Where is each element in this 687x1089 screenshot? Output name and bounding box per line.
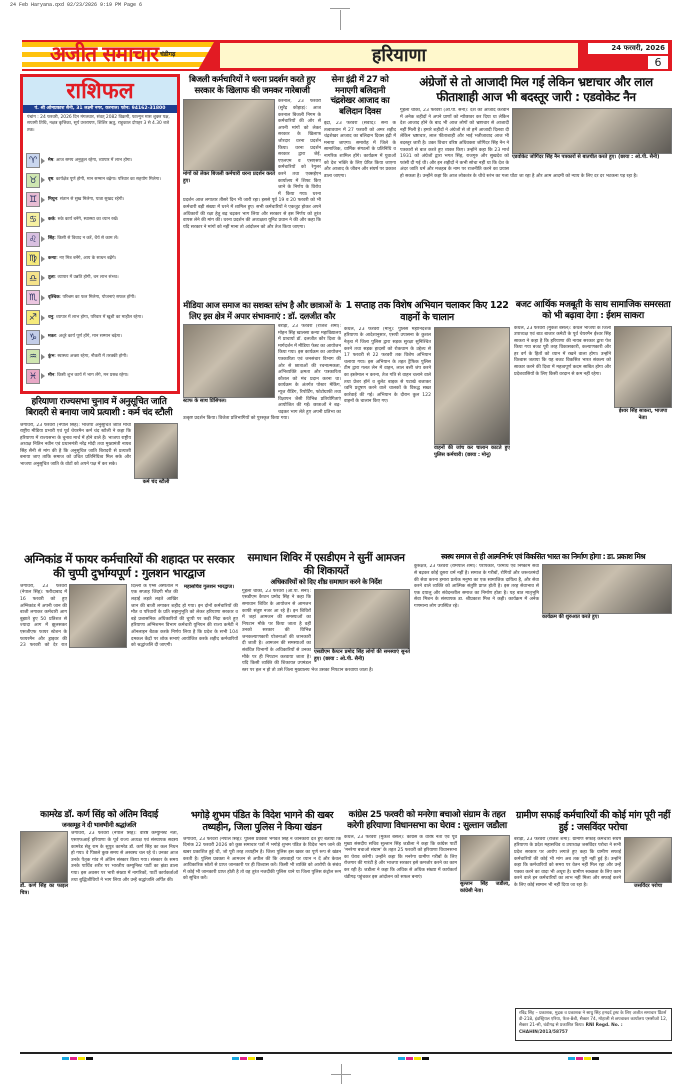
staff-photo bbox=[183, 324, 275, 398]
zodiac-icon: ♈ bbox=[26, 153, 40, 168]
camp-photo bbox=[314, 589, 410, 649]
caption-text: एडवोकेट जोगिंदर सिंह नैन पत्रकारों से बातचीत करते हुए। bbox=[512, 154, 617, 160]
masthead bbox=[22, 40, 672, 71]
zodiac-text: तुला: व्यापार में उन्नति होगी, धन लाभ संभव। bbox=[48, 275, 119, 281]
photo-block bbox=[460, 835, 510, 897]
zodiac-item bbox=[23, 229, 177, 249]
color-registration-bar bbox=[398, 1057, 429, 1060]
arrow-icon bbox=[41, 197, 45, 203]
headline: भगोड़े शुभम पंडित के विदेश भागने की खबर तथ्यहीन, जिला पुलिस ने किया खंडन bbox=[190, 810, 334, 833]
article-congress bbox=[344, 810, 510, 1000]
zodiac-text: मेष: आज समय अनुकूल रहेगा, व्यापार में लाभ होगा। bbox=[48, 157, 133, 163]
headline: अंग्रेजों से तो आजादी मिल गई लेकिन भ्रष्टाचार और लाल फीताशाही आज भी बदस्तूर जारी : एडवोकेट नैन bbox=[419, 75, 653, 104]
subheadline: अधिकारियों को दिए शीघ्र समाधान करने के निर्देश bbox=[270, 578, 382, 587]
zodiac-text: कर्क: रुके कार्य बनेंगे, स्वास्थ्य का ध्यान रखें। bbox=[48, 216, 119, 222]
body-text: कैथल, 23 फरवरी (मुकेश बंसल): कैथल भाजपा के जिला उपाध्यक्ष एवं बाउ बाजार कमेटी के पूर्व चेयरमैन ईश्वर सिंह साकरा ने कहा है कि हरियाणा की नायब सरकार द्वारा पेश किया गया बजट पूरी तरह विकासकारी, कल्याणकारी और हर वर्ग के हितों को ध्यान में रखने वाला होगा। उन्होंने विश्वास जताया कि यह बजट विकसित भारत संकल्प को साकार करने की दिशा में महत्वपूर्ण कदम साबित होगा और प्रदेशवासियों के लिए किसी वरदान से कम नहीं रहेगा। bbox=[514, 325, 611, 377]
zodiac-prediction: अधूरे कार्य पूर्ण होंगे, मान सम्मान बढ़ेगा। bbox=[58, 334, 122, 340]
zodiac-icon: ♎ bbox=[26, 271, 40, 286]
zodiac-item bbox=[23, 308, 177, 328]
crop-mark bbox=[330, 8, 350, 9]
zodiac-text: वृश्चिक: परिश्रम का फल मिलेगा, योजनाएं सफल होंगी। bbox=[48, 294, 136, 300]
arrow-icon bbox=[41, 236, 45, 242]
headline: मीडिया आज समाज का सशक्त स्तंभ है और छात्राओं के लिए इस क्षेत्र में अपार संभावनाएं : डॉ. दलजीत कौर bbox=[183, 300, 341, 321]
zodiac-prediction: स्वास्थ्य अच्छा रहेगा, नौकरी में तरक्की होगी। bbox=[57, 353, 128, 359]
zodiac-item bbox=[23, 327, 177, 347]
zodiac-icon: ♋ bbox=[26, 212, 40, 227]
zodiac-text: मीन: किसी शुभ कार्य में भाग लेंगे, मन प्रसन्न रहेगा। bbox=[48, 373, 129, 379]
zodiac-name: वृश्चिक bbox=[48, 294, 60, 300]
zodiac-icon: ♏ bbox=[26, 290, 40, 305]
edition-city: चंडीगढ़ bbox=[160, 51, 176, 58]
rashifal-box bbox=[20, 74, 180, 394]
arrow-icon bbox=[41, 275, 45, 281]
body-text: गुहला चीका, 23 फरवरी (ओ.पी. सैनी): एसडीएम कैप्टन प्रमोद सिंह ने कहा कि समाधान शिविर के आयोजन से आमजन काफी संतुष्ट नजर आ रहे हैं। इन शिविरों में जहां आमजन की समस्याओं का निपटान मौके पर किया जाता है वहीं उनको सरकार की विभिन्न जनकल्याणकारी योजनाओं की जानकारी दी जाती है। आमजन की समस्याओं का संबंधित विभागों के अधिकारियों से उनका मौके पर ही निपटान करवाया जाता है। यदि किसी व्यक्ति की शिकायत उपमंडल स्तर पर हल न हो तो उसे जिला मुख्यालय भेज उसका निपटान करवाया जाता है। bbox=[242, 588, 374, 673]
imprint-text: रविंद्र सिंह – प्रकाशक, मुद्रक व प्रकाशक ने साधु सिंह हमदर्द ट्रस्ट के लिए अजीत समाचार प्रिंटर्स डी-218, इंडस्ट्रियल एरिया, फेज-8बी, सैक्टर 74, मोहाली से छपवाकर कार्यालय एससीओ 12, सैक्टर 21-सी, चंडीगढ़ से प्रकाशित किया। bbox=[519, 1011, 668, 1029]
photo-block bbox=[134, 423, 178, 489]
body-text: बराड़ा, 23 फरवरी (राजेश शर्मा): ग्रामीण सफाई कर्मचारी संघर्ष हरियाणा के प्रदेश महासचिव व उपाध्यक्ष जसविंदर परोचा ने सभी प्रदेश सरकार पर आरोप लगाते हुए कहा कि ग्रामीण सफाई कर्मचारियों की कोई भी मांग अब तक पूरी नहीं हुई है। उन्होंने कहा कि कर्मचारियों को समय पर वेतन नहीं मिल रहा और उन्हें पक्का करने का वादा भी अधूरा है। ग्रामीण स्वच्छता के लिए काम करने वाले इन कर्मचारियों का लाभ नहीं मिला और सफाई करने के लिए कोई सामान भी नहीं दिया जा रहा है। bbox=[514, 836, 621, 888]
zodiac-item bbox=[23, 249, 177, 269]
article-saptah bbox=[344, 300, 510, 547]
article-budget bbox=[514, 300, 672, 547]
photo-credit: (छाया : ओ.पी. सैनी) bbox=[618, 154, 660, 160]
photo-caption: कार्यक्रम की शुरुआत करते हुए। bbox=[542, 614, 600, 621]
photo-block bbox=[512, 108, 672, 170]
zodiac-text: कुंभ: स्वास्थ्य अच्छा रहेगा, नौकरी में तरक्की होगी। bbox=[48, 353, 128, 359]
zodiac-icon: ♒ bbox=[26, 349, 40, 364]
article-angrej bbox=[400, 75, 672, 297]
zodiac-icon: ♑ bbox=[26, 330, 40, 345]
imprint-box bbox=[515, 1008, 672, 1041]
zodiac-item bbox=[23, 347, 177, 367]
photo-caption: जसविंदर परोचा bbox=[633, 882, 663, 889]
zodiac-name: सिंह bbox=[48, 236, 55, 242]
photo-block bbox=[20, 831, 68, 899]
zodiac-text: मकर: अधूरे कार्य पूर्ण होंगे, मान सम्मान बढ़ेगा। bbox=[48, 334, 122, 340]
article-body: जगाधरी, 23 फरवरी (नेपाल सिंह): पुलिस प्रवक्ता भगवंत सिंह ने जानकारी देते हुए बताया कि दिनांक 22 फरवरी 2026 को कुछ समाचार पत्रों में भगोड़े शुभम पंडित के विदेश भाग जाने की खबर प्रकाशित हुई थी, जो पूरी तरह तथ्यहीन है। जिला पुलिस इस खबर का पूर्ण रूप से खंडन करती है। पुलिस प्रवक्ता ने आमजन से अपील की कि अफवाहों पर ध्यान न दें और केवल आधिकारिक स्रोतों से प्राप्त जानकारी पर ही विश्वास करें। किसी भी व्यक्ति को आरोपी के संबंध में कोई भी जानकारी प्राप्त होती है तो वह तुरंत नजदीकी पुलिस थाने या जिला पुलिस कंट्रोल रूम को सूचित करें। bbox=[183, 836, 341, 882]
zodiac-prediction: आज समय अनुकूल रहेगा, व्यापार में लाभ होगा। bbox=[56, 157, 133, 163]
body-text: बराड़ा, 23 फरवरी (राजेश शर्मा): मोहन सिंह खालसा कन्या महाविद्यालय में प्राचार्या डॉ. दलजीत कौर दिशा के मार्गदर्शन में मीडिया फेस्ट का आयोजन किया गया। इस कार्यक्रम का आयोजन पत्रकारिता एवं जनसंचार विभाग की ओर से छात्राओं की रचनात्मकता, अभिव्यक्ति क्षमता और पत्रकारिता कौशल को मंच प्रदान करना था। कार्यक्रम के अंतर्गत पोस्टर मेकिंग, न्यूज रीडिंग, रिपोर्टिंग, फोटोग्राफी तथा विज्ञापन जैसी विभिन्न प्रतियोगिताएं आयोजित की गईं। छात्राओं ने बढ़-चढ़कर भाग लेते हुए अपनी प्रतिभा का उत्कृष्ट प्रदर्शन किया। विजेता प्रतिभागियों को पुरस्कृत किया गया। bbox=[183, 324, 341, 422]
protest-photo bbox=[183, 99, 275, 171]
article-samadhan bbox=[242, 552, 410, 774]
photo-caption bbox=[512, 154, 672, 161]
zodiac-icon: ♊ bbox=[26, 192, 40, 207]
portrait-photo bbox=[134, 423, 178, 479]
arrow-icon bbox=[41, 217, 45, 223]
article-body bbox=[400, 108, 672, 288]
zodiac-item bbox=[23, 171, 177, 191]
headline: स्वस्थ समाज से ही आत्मनिर्भर एवं विकसित भारत का निर्माण होगा : डा. प्रकाश मिश्र bbox=[440, 552, 646, 561]
headline: अग्निकांड में फायर कर्मचारियों की शहादत पर सरकार की चुप्पी दुर्भाग्यपूर्ण : गुलशन भारद्वाज bbox=[24, 552, 234, 581]
photo-caption: सुल्तान सिंह जडौला, कांग्रेसी नेता। bbox=[460, 880, 510, 894]
police-check-photo bbox=[434, 327, 510, 445]
subheadline: जनसमूह ने दी भावभीनी श्रद्धांजलि bbox=[61, 821, 137, 830]
photo-block bbox=[614, 326, 672, 426]
zodiac-prediction: रुके कार्य बनेंगे, स्वास्थ्य का ध्यान रखें। bbox=[57, 216, 119, 222]
photo-block bbox=[624, 837, 672, 897]
photo-caption: डॉ. कर्ण सिंह का फाइल चित्र। bbox=[20, 883, 68, 897]
zodiac-name: कुंभ bbox=[48, 353, 55, 359]
body-text: जगाधरी, 23 फरवरी (नेपाल सिंह): भाजपा अनुसूचित जाति मोर्चा राष्ट्रीय मीडिया प्रभारी एवं पूर्व चेयरमैन कर्म चंद स्टौली ने कहा कि हरियाणा में राज्यसभा के चुनाव मार्च में होने वाले हैं। भाजपा राष्ट्रीय अध्यक्ष नितिन नवीन एवं प्रधानमंत्री नरेंद्र मोदी तथा मुख्यमंत्री नायब सिंह सैनी से मांग की है कि अनुसूचित जाति बिरादरी से प्रत्याशी बनाया जाए ताकि समाज को उचित प्रतिनिधित्व मिल सके और भाजपा अनुसूचित जाति के वोटों को अपने पक्ष में कर सके। bbox=[20, 422, 131, 468]
headline: बजट आर्थिक मजबूती के साथ सामाजिक समरसता को भी बढ़ावा देगा : ईशम साकरा bbox=[515, 300, 671, 322]
photo-caption: कर्म चंद स्टौली bbox=[142, 478, 170, 485]
zodiac-prediction: किसी से विवाद न करें, धैर्य से काम लें। bbox=[57, 236, 119, 242]
zodiac-icon: ♉ bbox=[26, 173, 40, 188]
article-body bbox=[183, 324, 341, 539]
zodiac-icon: ♍ bbox=[26, 251, 40, 266]
body-text: कुरुक्षेत्र, 23 फरवरी (रामपाल शर्मा): परोपकार, परमार्थ एवं निष्काम सेवा से बढ़कर कोई दूसरा धर्म नहीं है। समाज के गरीबों, रोगियों और जरूरतमंदों की सेवा करना हमारा प्रत्येक मनुष्य का एक सामाजिक दायित्व है, और सेवा करने वाले व्यक्ति को आत्मिक संतुष्टि प्राप्त होती है। इस तरह सेवाभाव से एक दयालु और संवेदनशील समाज का निर्माण होता है। यह बात मातृभूमि सेवा मिशन के संस्थापक डा. श्रीप्रकाश मिश्र ने कही। कार्यक्रम में अनेक गणमान्य लोग उपस्थित रहे। bbox=[414, 564, 539, 610]
zodiac-icon: ♌ bbox=[26, 232, 40, 247]
zodiac-name: वृष bbox=[48, 177, 53, 183]
headline: सेना इंद्री में 27 को मनाएगी बलिदानी चंद्रशेखर आजाद का बलिदान दिवस bbox=[330, 75, 390, 118]
article-agnikand bbox=[20, 552, 238, 774]
body-text: कैथल, 23 फरवरी (मोनू): पुलिस महानिदेशक हरियाणा के आदेशानुसार, एसपी उपासना के कुशल नेतृत्व में जिला पुलिस द्वारा सड़क सुरक्षा सुनिश्चित करने तथा सड़क हादसों को रोकथाम के उद्देश्य से 17 फरवरी से 22 फरवरी तक विशेष अभियान चलाया गया। इस अभियान के तहत ट्रैफिक पुलिस टीम द्वारा गलत लेन में वाहन, लाल बत्ती जंप करने का इस्तेमाल न करना, तेज गति से वाहन चलाने वाले तथा प्रेशर हॉर्न व बुलेट बाइक से पटाखे बजाकर ध्वनि प्रदूषण करने वाले चालकों के विरुद्ध सख्त कार्रवाई की गई। अभियान के दौरान कुल 122 वाहनों के चालान किए गए। bbox=[344, 326, 431, 405]
zodiac-name: मिथुन bbox=[48, 196, 58, 202]
zodiac-list bbox=[23, 151, 177, 386]
section-title: हरियाणा bbox=[220, 43, 578, 68]
rashifal-title: राशिफल bbox=[23, 77, 177, 105]
body-text: जगाधरी, 23 फरवरी (नेपाल सिंह): फरीदाबाद में 16 फरवरी को हुए अग्निकांड में अपनी जान की बाजी लगाकर कर्मचारी आग बुझाते हुए 50 प्रतिशत से ज्यादा आग में झुलसकर एसजीएफ फायर स्टेशन के फायरमैन और ड्राइवर की 23 फरवरी को देर रात दिल्ली के एम्स अस्पताल में एक सप्ताह जिंदगी मौत की लड़ाई लड़ते लड़ते आखिर जान की बाजी लगाकर शहीद हो गया। इन दोनों कर्मचारियों की मौत व परिवारों के प्रति सहानुभूति को लेकर हरियाणा सरकार व बड़े प्रशासनिक अधिकारियों की चुप्पी पर कड़ी निंदा करते हुए हरियाणा अग्निशमन विभाग कर्मचारी यूनियन की राज्य कमेटी ने ऑनलाइन बैठक करके निर्णय लिया है कि प्रदेश के सभी 104 दमकल केंद्रों पर शोक सभाएं आयोजित करके शहीद कर्मचारियों को श्रद्धांजलि दी जाएगी। bbox=[20, 583, 238, 649]
zodiac-text: कन्या: नए मित्र बनेंगे, आय के साधन बढ़ेंगे। bbox=[48, 255, 117, 261]
color-registration-bar bbox=[232, 1057, 263, 1060]
headline: हरियाणा राज्यसभा चुनाव में अनुसूचित जाति बिरादरी से बनाया जाये प्रत्याशी : कर्म चंद स्टौली bbox=[25, 397, 173, 419]
article-body bbox=[514, 837, 672, 987]
zodiac-name: मेष bbox=[48, 157, 54, 163]
zodiac-item bbox=[23, 210, 177, 230]
photo-block bbox=[542, 564, 672, 626]
arrow-icon bbox=[41, 334, 45, 340]
article-body bbox=[344, 327, 510, 542]
arrow-icon bbox=[41, 373, 45, 379]
photo-caption: स्टाफ के साथ प्रिंसिपल। bbox=[183, 398, 227, 404]
article-bijli bbox=[183, 75, 321, 297]
article-body bbox=[414, 564, 672, 764]
article-body bbox=[20, 831, 178, 991]
zodiac-prediction: किसी शुभ कार्य में भाग लेंगे, मन प्रसन्न रहेगा। bbox=[57, 373, 129, 379]
article-gramin bbox=[514, 810, 672, 1005]
zodiac-item bbox=[23, 288, 177, 308]
article-media bbox=[183, 300, 341, 547]
photo-caption: एसडीएम कैप्टन प्रमोद सिंह लोगों की समस्याएं सुनते हुए। (छाया : ओ.पी. सैनी) bbox=[314, 648, 410, 662]
photo-caption: वाहनों की जांच कर चालान काटते हुए पुलिस कर्मचारी। (छाया : मोनू) bbox=[434, 444, 510, 458]
press-meet-photo bbox=[512, 108, 672, 154]
arrow-icon bbox=[41, 256, 45, 262]
arrow-icon bbox=[41, 295, 45, 301]
portrait-photo bbox=[20, 831, 68, 883]
color-registration-bar bbox=[62, 1057, 93, 1060]
arrow-icon bbox=[41, 177, 45, 183]
article-body bbox=[344, 835, 510, 985]
zodiac-name: मीन bbox=[48, 373, 55, 379]
zodiac-text: मिथुन: संतान से सुख मिलेगा, यात्रा सुखद रहेगी। bbox=[48, 196, 125, 202]
zodiac-item bbox=[23, 151, 177, 171]
page-number: 6 bbox=[648, 56, 668, 69]
print-slug: 24 Feb Haryana.qxd 02/23/2026 9:19 PM Page 6 bbox=[10, 2, 143, 8]
zodiac-prediction: नए मित्र बनेंगे, आय के साधन बढ़ेंगे। bbox=[59, 255, 117, 261]
body-text: कैथल, 23 फरवरी (मुकेश बंसल): कांग्रेस के वरिष्ठ नेता एवं पूर्व मुख्य संसदीय सचिव सुल्तान सिंह जडौला ने कहा कि कांग्रेस पार्टी 'मनरेगा बचाओ संग्राम' के तहत 25 फरवरी को हरियाणा विधानसभा का घेराव करेगी। उन्होंने कहा कि मनरेगा ग्रामीण गरीबों के लिए रोजगार की गारंटी है और भाजपा सरकार इसे कमजोर करने का काम कर रही है। जडौला ने कहा कि अधिक से अधिक संख्या में कार्यकर्ता चंडीगढ़ पहुंचकर इस आंदोलन को सफल बनाएं। bbox=[344, 834, 457, 880]
zodiac-text: धनु: व्यापार में लाभ होगा, परिवार में खुशी का माहौल रहेगा। bbox=[48, 314, 143, 320]
newspaper-logo: अजीत समाचार bbox=[50, 41, 158, 66]
rni-number: RNI Regd. No. : CHAHIN/2013/58757 bbox=[519, 1023, 623, 1035]
crop-mark bbox=[341, 1064, 342, 1084]
issue-date: 24 फरवरी, 2026 bbox=[588, 43, 668, 54]
zodiac-name: कन्या bbox=[48, 255, 57, 261]
zodiac-name: कर्क bbox=[48, 216, 55, 222]
headline: ग्रामीण सफाई कर्मचारियों की कोई मांग पूरी नहीं हुई : जसविंदर परोचा bbox=[515, 810, 671, 833]
photo-caption: ईश्वर सिंह साकरा, भाजपा नेता। bbox=[618, 407, 668, 421]
zodiac-name: तुला bbox=[48, 275, 55, 281]
headline: समाधान शिविर में एसडीएम ने सुनीं आमजन की शिकायतें bbox=[247, 552, 405, 578]
zodiac-name: मकर bbox=[48, 334, 56, 340]
article-karn bbox=[20, 810, 178, 1000]
rashifal-astrologer: पं. श्री ओमप्रकाश सैनी, 31 लक्ष्मी नगर, करनाल। फोन: 94162-31800 bbox=[23, 105, 177, 113]
headline: बिजली कर्मचारियों ने धरना प्रदर्शन करते हुए सरकार के खिलाफ की जमकर नारेबाजी bbox=[188, 75, 316, 96]
zodiac-text: वृष: कार्यक्षेत्र पूर्ण होगी, मान सम्मान बढ़ेगा। परिवार का सहयोग मिलेगा। bbox=[48, 177, 161, 183]
headline: 1 सप्ताह तक विशेष अभियान चलाकर किए 122 वाहनों के चालान bbox=[345, 300, 509, 323]
photo-block bbox=[183, 99, 275, 195]
article-sena bbox=[324, 75, 396, 297]
photo-block bbox=[183, 324, 275, 410]
photo-block bbox=[434, 327, 510, 465]
event-photo bbox=[542, 564, 672, 614]
article-bhagode bbox=[183, 810, 341, 1000]
arrow-icon bbox=[41, 315, 45, 321]
article-rajyasabha bbox=[20, 397, 178, 547]
arrow-icon bbox=[41, 158, 45, 164]
article-body bbox=[514, 326, 672, 541]
article-swasth bbox=[414, 552, 672, 774]
zodiac-item bbox=[23, 190, 177, 210]
rashifal-intro: पंचांग : 24 फरवरी, 2026 दिन मंगलवार, संवत् 2082 विक्रमी, फाल्गुन मास शुक्ल पक्ष, सप्तमी तिथि, नक्षत्र कृत्तिका, सूर्य उत्तरायण, शिशिर ऋतु, राहुकाल दोपहर 3 से 4.30 बजे तक। bbox=[27, 115, 170, 133]
portrait-photo bbox=[624, 837, 672, 883]
photo-caption: महासचिव गुलशन भारद्वाज। bbox=[183, 583, 235, 590]
photo-caption: मांगों को लेकर बिजली कर्मचारी धरना प्रदर्शन करते हुए। bbox=[183, 171, 275, 185]
photo-block bbox=[314, 589, 410, 665]
zodiac-icon: ♐ bbox=[26, 310, 40, 325]
zodiac-item bbox=[23, 367, 177, 387]
article-body bbox=[242, 589, 410, 759]
zodiac-prediction: व्यापार में उन्नति होगी, धन लाभ संभव। bbox=[57, 275, 119, 281]
color-registration-bar bbox=[568, 1057, 599, 1060]
arrow-icon bbox=[41, 354, 45, 360]
body-text: जगाधरी, 23 फरवरी (नेपाल सिंह): वरिष्ठ कम्युनिस्ट नेता, एसएफआई हरियाणा के पूर्व राज्य अध्यक्ष एवं संस्थापक सदस्य कामरेड सेतु राम के सुपुत्र कामरेड डॉ. कर्ण सिंह का कल निधन हो गया। वे पिछले कुछ समय से अस्वस्थ चल रहे थे। उनका आज उनके पैतृक गांव में अंतिम संस्कार किया गया। संस्कार के समय उनके पार्थिव शरीर पर भारतीय कम्युनिस्ट पार्टी का झंडा डाला गया। इस अवसर पर भारी संख्या में नागरिकों, पार्टी कार्यकर्ताओं तथा बुद्धिजीवियों ने भाग लिया और उन्हें श्रद्धांजलि अर्पित की। bbox=[71, 831, 178, 883]
crop-mark bbox=[340, 10, 341, 30]
body-text: करनाल, 23 फरवरी (सुरेंद्र कोहाड़): आज करनाल बिजली निगम के कर्मचारियों की ओर से अपनी मांगों को लेकर सरकार के खिलाफ जोरदार धरना प्रदर्शन किया। धरना प्रदर्शन सरकार द्वारा जेई, एएलएम व एसएसए कर्मचारियों को रेगुलर करने तथा एक्सईएन कार्यालय में शिफ्ट किए जाने के निर्णय के विरोध में किया गया। धरना प्रदर्शन आज लगातार तीसरे दिन भी जारी रहा। इससे पूर्व 19 व 20 फरवरी को भी कर्मचारी बड़ी संख्या में धरने में शामिल हुए। सभी कर्मचारियों ने एकजुट होकर अपने अधिकारों की रक्षा हेतु बढ़ चढ़कर भाग लिया और सरकार से इस निर्णय को तुरंत वापस लेने की मांग की। धरना प्रदर्शन की अध्यक्षता यूनिट प्रधान ने की और कहा कि यदि सरकार ने मांगों को नहीं माना तो आंदोलन को और तेज किया जाएगा। bbox=[183, 99, 321, 230]
article-body: इंद्री, 23 फरवरी (संवाद): सेना के तत्वावधान में 27 फरवरी को अमर शहीद चंद्रशेखर आजाद का बलिदान दिवस इंद्री में मनाया जाएगा। समारोह में जिले के सामाजिक, धार्मिक संगठनों के प्रतिनिधि व नागरिक शामिल होंगे। कार्यक्रम में युवाओं को देश भक्ति के लिए प्रेरित किया जाएगा और आजाद के जीवन और संघर्ष पर प्रकाश डाला जाएगा। bbox=[324, 120, 396, 179]
headline: कांग्रेस 25 फरवरी को मनरेगा बचाओ संग्राम के तहत करेगी हरियाणा विधानसभा का घेराव : सुल्तान जडौला bbox=[347, 810, 507, 831]
zodiac-prediction: परिश्रम का फल मिलेगा, योजनाएं सफल होंगी। bbox=[62, 294, 136, 300]
zodiac-item bbox=[23, 269, 177, 289]
zodiac-prediction: व्यापार में लाभ होगा, परिवार में खुशी का माहौल रहेगा। bbox=[56, 314, 143, 320]
article-body bbox=[183, 99, 321, 289]
portrait-photo bbox=[460, 835, 510, 881]
portrait-photo bbox=[69, 584, 127, 648]
article-body bbox=[20, 584, 238, 764]
article-body bbox=[20, 423, 178, 535]
zodiac-name: धनु bbox=[48, 314, 54, 320]
portrait-photo bbox=[614, 326, 672, 408]
zodiac-prediction: संतान से सुख मिलेगा, यात्रा सुखद रहेगी। bbox=[59, 196, 125, 202]
bottom-rule bbox=[20, 1052, 672, 1054]
zodiac-prediction: कार्यक्षेत्र पूर्ण होगी, मान सम्मान बढ़ेगा। परिवार का सहयोग मिलेगा। bbox=[55, 177, 161, 183]
zodiac-text: सिंह: किसी से विवाद न करें, धैर्य से काम लें। bbox=[48, 236, 119, 242]
headline: कामरेड डॉ. कर्ण सिंह को अंतिम विदाई bbox=[40, 810, 158, 820]
zodiac-icon: ♓ bbox=[26, 369, 40, 384]
body-text: गुहला चीका, 23 फरवरी (ओ.पी. सैनी): देश को आजाद करवाने में अनेक शहीदों ने अपने प्राणों को न्यौछावर कर दिया था लेकिन देश आजाद होने के बाद भी आज लोगों को भ्रष्टाचार से आजादी नहीं मिली है। हमारे शहीदों ने अंग्रेजों से तो हमें आजादी दिलवा दी लेकिन भ्रष्टाचार, लाल फीताशाही और भाई भतीजावाद आज भी बदस्तूर जारी है। उक्त विचार वरिष्ठ अधिवक्ता जोगिंदर सिंह नैन ने पत्रकारों से बात करते हुए व्यक्त किए। उन्होंने कहा कि 23 मार्च 1931 को अंग्रेजों द्वारा भगत सिंह, राजगुरु और सुखदेव को फांसी दी गई थी। और इन शहीदों ने कभी सोचा नहीं था कि देश के अंदर जाति धर्म और मजहब के नाम पर राजनीति करने का प्रयास हो सकता है। उन्होंने कहा कि आज लोकतंत्र के चौथे स्तंभ का गला घोंटा जा रहा है और आम आदमी को न्याय के लिए दर दर भटकना पड़ रहा है। bbox=[400, 108, 638, 179]
